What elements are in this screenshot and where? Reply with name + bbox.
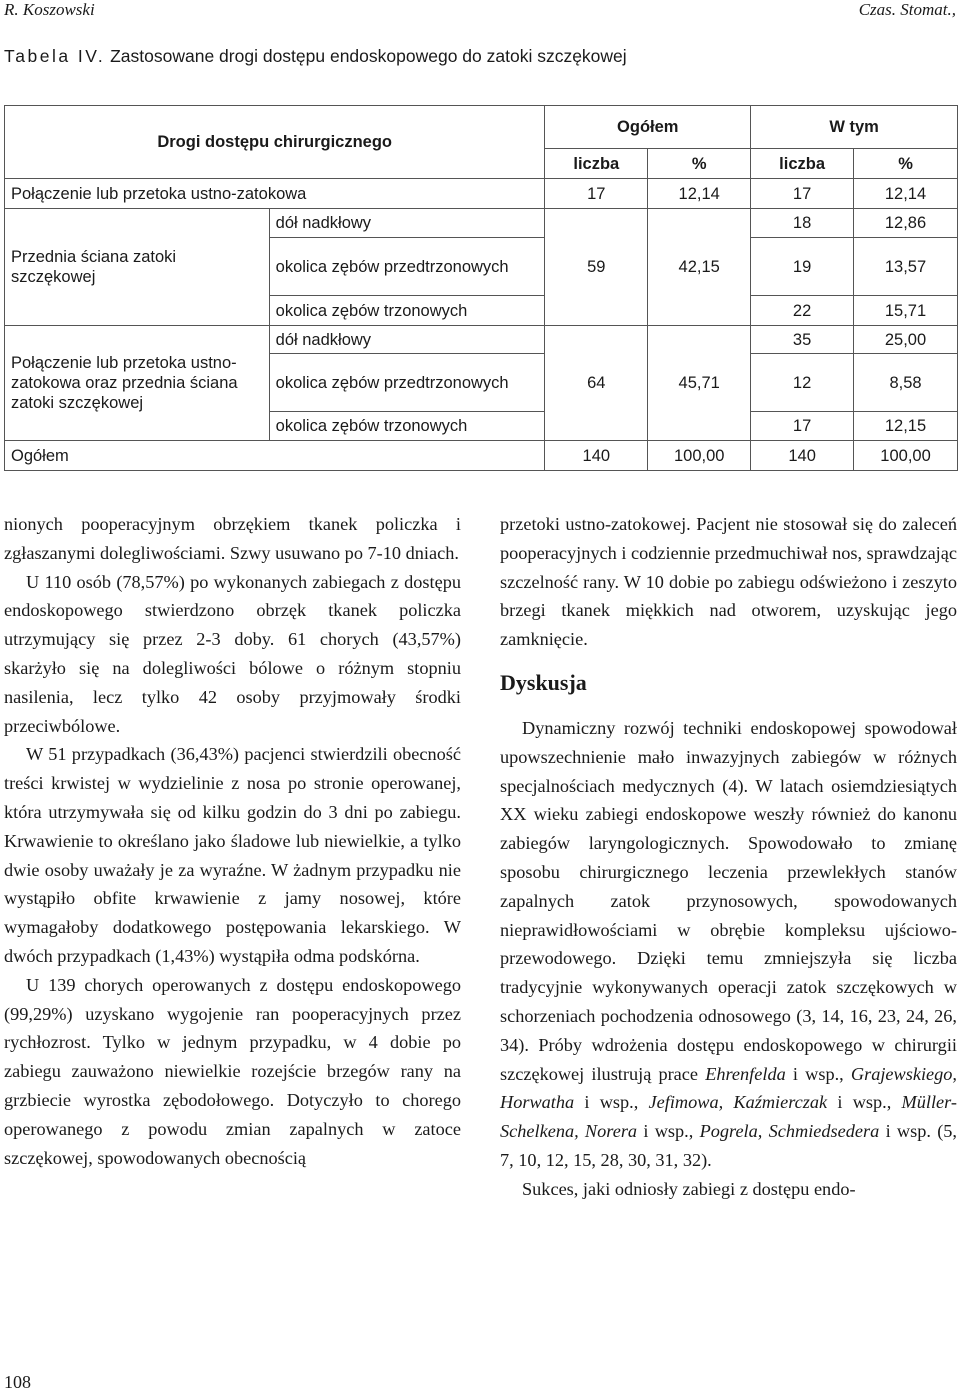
- table-caption-text: Zastosowane drogi dostępu endoskopowego do zatoki szczękowej: [110, 46, 627, 66]
- sub-label: okolica zębów trzonowych: [269, 296, 545, 326]
- cell: 13,57: [854, 238, 958, 296]
- table-total-row: [5, 441, 958, 471]
- text: i wsp. (5, 7, 10, 12, 15, 28, 30, 31, 32).: [500, 1121, 957, 1170]
- sub-label: okolica zębów przedtrzonowych: [269, 354, 545, 412]
- cell: 12,86: [854, 209, 958, 238]
- table-row: [5, 209, 958, 238]
- row-label: Połączenie lub przetoka ustno-zatokowa: [5, 179, 545, 209]
- cell: 140: [545, 441, 648, 471]
- cell: 25,00: [854, 326, 958, 354]
- table-row: [5, 179, 958, 209]
- cell: 22: [751, 296, 854, 326]
- sub-label: dół nadkłowy: [269, 209, 545, 238]
- cell: 35: [751, 326, 854, 354]
- text: i wsp.,: [827, 1092, 902, 1113]
- table-row: [5, 326, 958, 354]
- cell: 12,15: [854, 412, 958, 441]
- cell: 100,00: [648, 441, 751, 471]
- paragraph: Sukces, jaki odniosły zabiegi z dostępu endo-: [522, 1178, 856, 1199]
- text: i wsp.,: [785, 1063, 851, 1084]
- section-heading: Dyskusja: [500, 669, 587, 695]
- group-label: Połączenie lub przetoka ustno-zatokowa oraz przednia ściana zatoki szczękowej: [5, 326, 270, 441]
- header-within: W tym: [751, 106, 958, 149]
- text: i wsp.,: [574, 1092, 649, 1113]
- sub-label: dół nadkłowy: [269, 326, 545, 354]
- header-percent: %: [648, 149, 751, 179]
- cell: 42,15: [648, 209, 751, 326]
- cited-author: Grajewskiego, Horwatha: [500, 1063, 957, 1113]
- paragraph: W 51 przypadkach (36,43%) pacjenci stwierdzili obecność treści krwistej w wydzielinie z nosa po stronie operowanej, która utrzymywała się od kilku godzin do 3 dni po zabiegu. Krwawienie to określano jako śladowe lub niewielkie, a tylko dwie osoby uważały je za wyraźne. W żadnym przypadku nie wystąpiło obfite krwawienie z jamy nosowej, które wymagałoby dodatkowego postępowania lekarskiego. W dwóch przypadkach (1,43%) wystąpiła odma podskórna.: [4, 744, 461, 966]
- header-percent: %: [854, 149, 958, 179]
- paragraph: przetoki ustno-zatokowej. Pacjent nie stosował się do zaleceń pooperacyjnych i codziennie przedmuchiwał nos, sprawdzając szczelność rany. W 10 dobie po zabiegu odświeżono i zeszyto brzegi tkanek miękkich nad otworem, uzyskując jego zamknięcie.: [500, 514, 957, 650]
- cell: 12,14: [648, 179, 751, 209]
- cell: 59: [545, 209, 648, 326]
- cell: 17: [545, 179, 648, 209]
- header-liczba: liczba: [545, 149, 648, 179]
- cell: 18: [751, 209, 854, 238]
- cell: 100,00: [854, 441, 958, 471]
- cited-author: Müller-Schelkena, Norera: [500, 1092, 958, 1142]
- total-label: Ogółem: [5, 441, 545, 471]
- header-author: R. Koszowski: [4, 0, 95, 19]
- paragraph-discussion: [500, 714, 957, 1175]
- text: i wsp.,: [637, 1121, 700, 1142]
- cell: 140: [751, 441, 854, 471]
- table-label: Tabela IV.: [4, 46, 106, 66]
- paragraph: U 139 chorych operowanych z dostępu endoskopowego (99,29%) uzyskano wygojenie ran pooperacyjnych przez rychłozrost. Tylko w jednym przypadku, w 4 dobie po zabiegu zauważono niewielkie rozejście brzegów rany na grzbiecie wyrostka zębodołowego. Dotyczyło to chorego operowanego z powodu zmian zapalnych w zatoce szczękowej, spowodowanych obecnością: [4, 974, 461, 1168]
- header-total: Ogółem: [545, 106, 751, 149]
- table-header-row: [5, 106, 958, 149]
- cell: 45,71: [648, 326, 751, 441]
- cell: 12: [751, 354, 854, 412]
- page-number: 108: [4, 1372, 31, 1392]
- header-journal: Czas. Stomat.,: [858, 0, 956, 19]
- access-routes-table: [4, 105, 958, 471]
- header-liczba: liczba: [751, 149, 854, 179]
- paragraph: U 110 osób (78,57%) po wykonanych zabiegach z dostępu endoskopowego stwierdzono obrzęk tkanek policzka utrzymujący się przez 2-3 doby. 61 chorych (43,57%) skarżyło się na dolegliwości bólowe o różnym stopniu nasilenia, lecz tylko 42 osoby przyjmowały środki przeciwbólowe.: [4, 571, 461, 736]
- group-label: Przednia ściana zatoki szczękowej: [5, 209, 270, 326]
- cell: 12,14: [854, 179, 958, 209]
- cell: 17: [751, 412, 854, 441]
- sub-label: okolica zębów przedtrzonowych: [269, 238, 545, 296]
- paragraph: nionych pooperacyjnym obrzękiem tkanek policzka i zgłaszanymi dolegliwościami. Szwy usuwano po 7-10 dniach.: [4, 514, 461, 563]
- cell: 19: [751, 238, 854, 296]
- cell: 17: [751, 179, 854, 209]
- cited-author: Ehrenfelda: [705, 1063, 786, 1084]
- cited-author: Jefimowa, Kaźmierczak: [648, 1092, 828, 1113]
- left-column: [4, 510, 461, 1172]
- running-header: [0, 0, 960, 30]
- cited-author: Pogrela, Schmiedsedera: [699, 1121, 880, 1142]
- cell: 64: [545, 326, 648, 441]
- sub-label: okolica zębów trzonowych: [269, 412, 545, 441]
- table-caption: [4, 46, 627, 67]
- cell: 15,71: [854, 296, 958, 326]
- paragraph-text: Dynamiczny rozwój techniki endoskopowej spowodował upowszechnienie mało inwazyjnych zabiegów w różnych specjalnościach medycznych (4). W latach osiemdziesiątych XX wieku zabiegi endoskopowe weszły również do kanonu zabiegów laryngologicznych. Spowodowało to zmianę sposobu chirurgicznego leczenia przewlekłych stanów zapalnych zatok przynosowych, spowodowanych nieprawidłowościami w obrębie kompleksu ujściowo-przewodowego. Dzięki temu zmniejszyła się liczba tradycyjnie wykonywanych operacji zatok szczękowych w schorzeniach pochodzenia odnosowego (3, 14, 16, 23, 24, 26, 34). Próby wdrożenia dostępu endoskopowego w chirurgii szczękowej ilustrują prace: [500, 717, 957, 1084]
- header-route: Drogi dostępu chirurgicznego: [5, 106, 545, 179]
- cell: 8,58: [854, 354, 958, 412]
- right-column: [500, 510, 957, 1204]
